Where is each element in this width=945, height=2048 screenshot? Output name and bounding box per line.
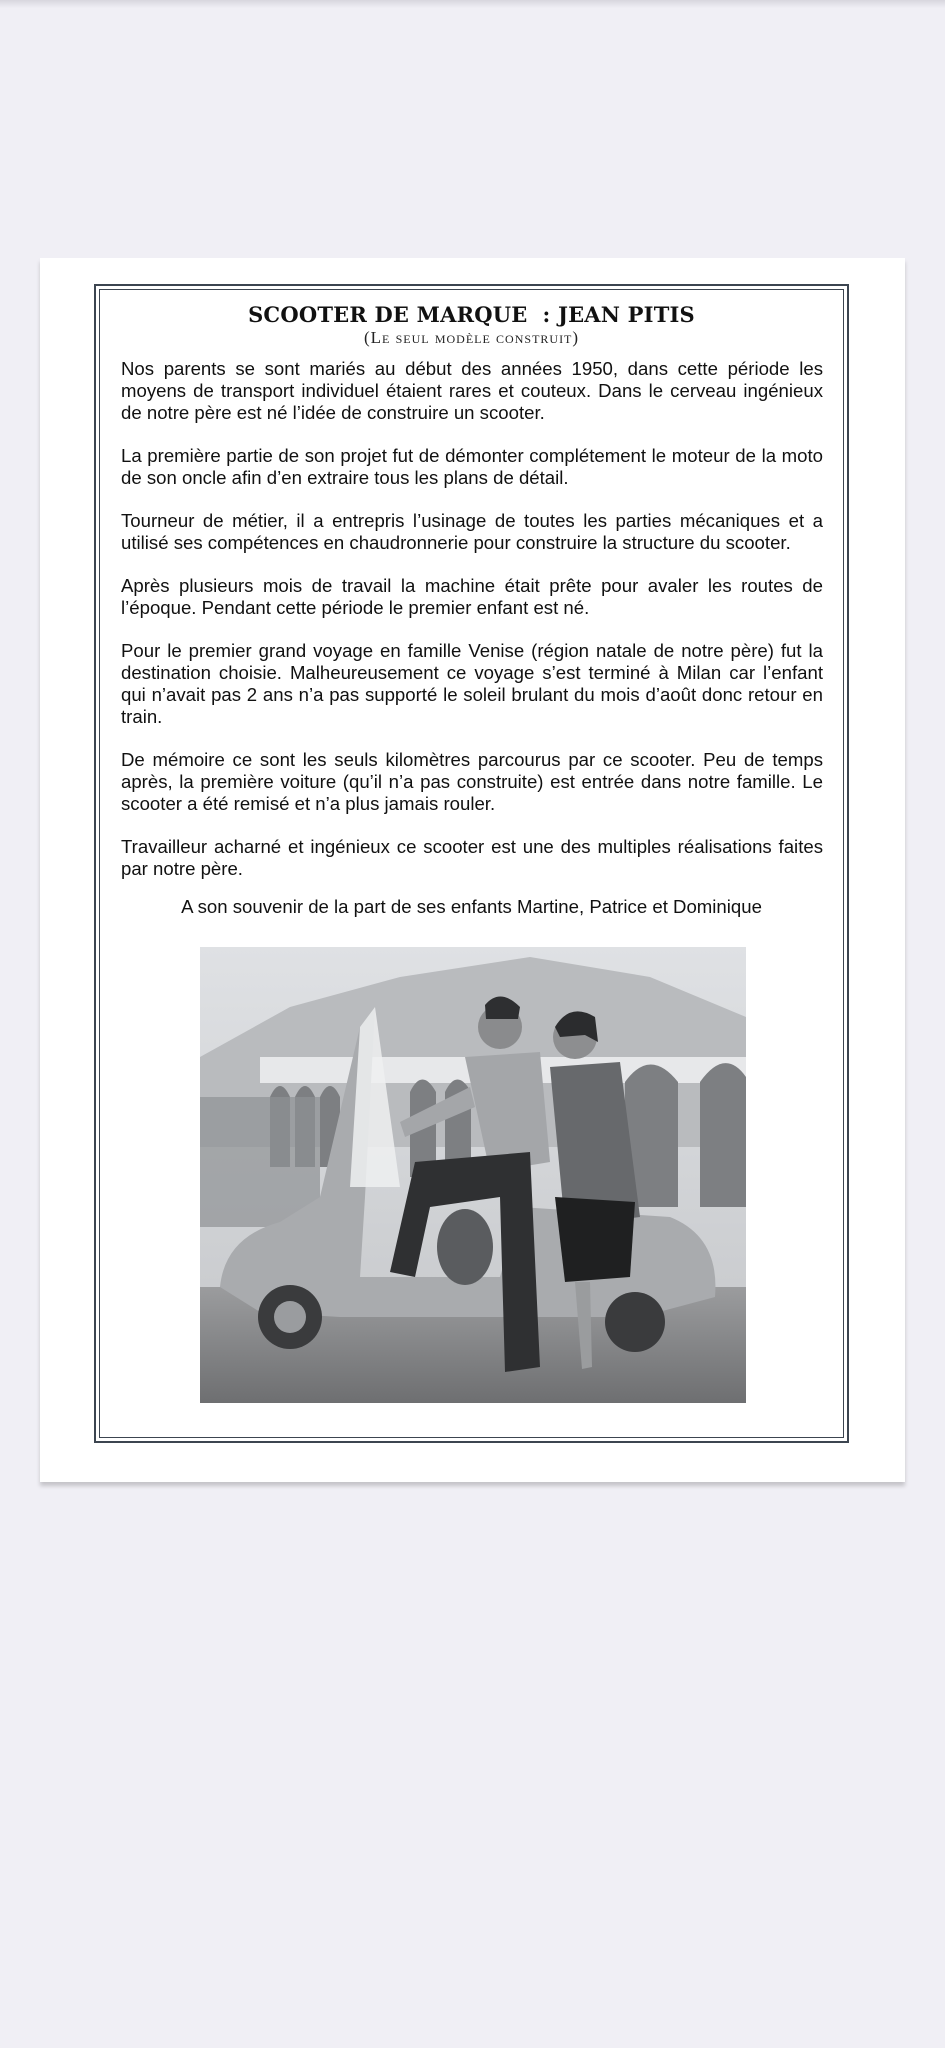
body-text — [121, 358, 823, 901]
paragraph-6: De mémoire ce sont les seuls kilomètres parcourus par ce scooter. Peu de temps après, la première voiture (qu’il n’a pas construite) est entrée dans notre famille. Le scooter a été remisé et n’a plus jamais rouler. — [121, 749, 823, 814]
photo-illustration — [200, 947, 746, 1403]
top-edge-shadow — [0, 0, 945, 8]
double-border-frame — [94, 284, 849, 1443]
dedication-line: A son souvenir de la part de ses enfants Martine, Patrice et Dominique — [181, 896, 762, 917]
paragraph-7: Travailleur acharné et ingénieux ce scooter est une des multiples réalisations faites par notre père. — [121, 836, 823, 879]
paragraph-5: Pour le premier grand voyage en famille Venise (région natale de notre père) fut la destination choisie. Malheureusement ce voyage s’est terminé à Milan car l’enfant qui n’avait pas 2 ans n’a pas supporté le soleil brulant du mois d’août donc retour en train. — [121, 640, 823, 727]
document-page — [40, 258, 905, 1482]
photo-bushes — [200, 1097, 320, 1227]
scooter-photo — [200, 947, 746, 1403]
paragraph-1: Nos parents se sont mariés au début des années 1950, dans cette période les moyens de transport individuel étaient rares et couteux. Dans le cerveau ingénieux de notre père est né l’idée de construire un scooter. — [121, 358, 823, 423]
paragraph-2: La première partie de son projet fut de démonter complétement le moteur de la moto de son oncle afin d’en extraire tous les plans de détail. — [121, 445, 823, 488]
document-subtitle: (Le seul modèle construit) — [363, 328, 580, 347]
paragraph-4: Après plusieurs mois de travail la machine était prête pour avaler les routes de l’époque. Pendant cette période le premier enfant est né. — [121, 575, 823, 618]
paragraph-3: Tourneur de métier, il a entrepris l’usinage de toutes les parties mécaniques et a utilisé ses compétences en chaudronnerie pour construire la structure du scooter. — [121, 510, 823, 553]
document-title: SCOOTER DE MARQUE : JEAN PITIS — [248, 302, 695, 327]
